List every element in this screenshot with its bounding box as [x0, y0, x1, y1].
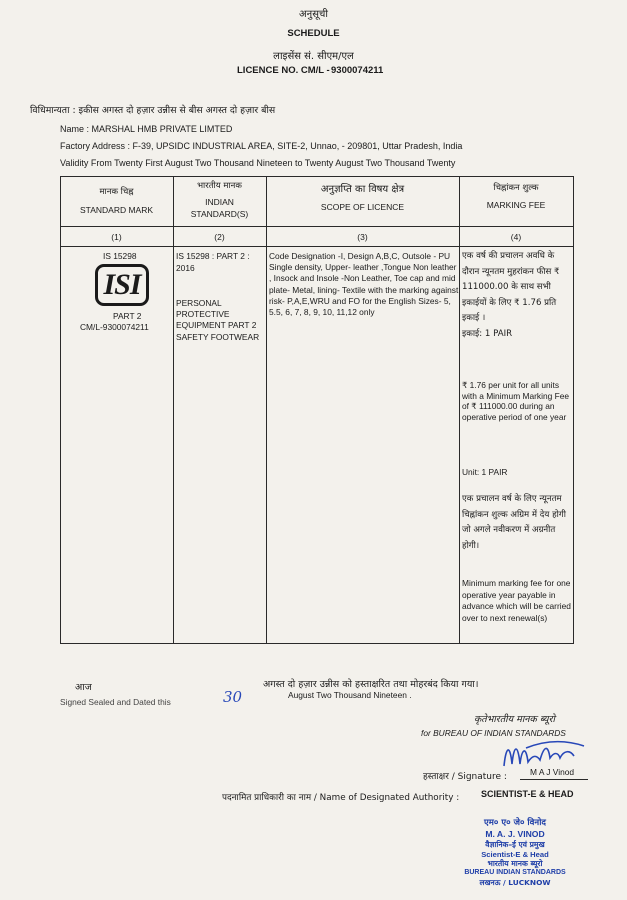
- signed-month-year: August Two Thousand Nineteen .: [288, 690, 412, 700]
- fee-hindi-2: एक प्रचालन वर्ष के लिए न्यूनतम चिह्नांकन शुल्क अग्रिम में देय होगी जो अगले नवीकरण में अग्रनीत होगी।: [462, 494, 566, 551]
- fee-hindi-1: एक वर्ष की प्रचालन अवधि के दौरान न्यूनतम मुहरांकन फीस ₹ 111000.00 के साथ सभी इकाईयों के लिए ₹ 1.76 प्रति इकाई ।: [462, 251, 560, 324]
- dated-hindi: अगस्त दो हज़ार उन्नीस को हस्ताक्षरित तथा मोहरबंद किया गया।: [263, 679, 479, 690]
- signed-day: 30: [223, 688, 243, 706]
- mark-cml: CM/L-9300074211: [80, 322, 149, 332]
- col-fee-num: (4): [510, 232, 522, 242]
- fee-english-1: ₹ 1.76 per unit for all units with a Minimum Marking Fee of ₹ 111000.00 during an operative period of one year: [462, 380, 570, 422]
- fee-english-unit: Unit: 1 PAIR: [462, 467, 508, 477]
- authority-label: पदनामित प्राधिकारी का नाम / Name of Designated Authority :: [222, 793, 460, 803]
- col-standard-hindi: भारतीय मानक: [197, 181, 242, 191]
- stamp-line-5: भारतीय मानक ब्यूरो: [487, 859, 543, 868]
- validity-row: Validity From Twenty First August Two Thousand Nineteen to Twenty August Two Thousand Twenty: [60, 158, 456, 168]
- mark-part: PART 2: [113, 311, 142, 321]
- validity-hindi: विधिमान्यता : इकीस अगस्त दो हज़ार उन्नीस से बीस अगस्त दो हज़ार बीस: [30, 105, 276, 116]
- name-label: Name :: [60, 124, 90, 134]
- standard-line-1: IS 15298 : PART 2 :: [176, 251, 250, 261]
- col-standard-header-2: STANDARD(S): [190, 209, 249, 219]
- authority-value: SCIENTIST-E & HEAD: [481, 789, 574, 799]
- fee-hindi-unit: इकाई: 1 PAIR: [462, 328, 513, 339]
- mark-is-number: IS 15298: [103, 251, 137, 261]
- factory-label: Factory Address :: [60, 141, 131, 151]
- licence-label: LICENCE NO. CM/L -: [237, 65, 330, 76]
- factory-row: [60, 141, 462, 151]
- stamp-line-2: M. A. J. VINOD: [485, 829, 545, 839]
- for-bureau-hindi: कृतेभारतीय मानक ब्यूरो: [474, 714, 555, 725]
- stamp-line-6: BUREAU INDIAN STANDARDS: [464, 869, 566, 876]
- name-row: [60, 124, 232, 134]
- aaj-hindi: आज: [75, 682, 92, 693]
- stamp-line-7: लखनऊ / LUCKNOW: [479, 878, 551, 887]
- licence-hindi: लाइसेंस सं. सीएम/एल: [273, 51, 354, 62]
- col-standard-header-1: INDIAN: [205, 197, 234, 207]
- stamp-line-1: एम० ए० जे० विनोद: [484, 818, 546, 828]
- signature-label: हस्ताक्षर / Signature :: [423, 772, 507, 782]
- licence-number: 9300074211: [331, 65, 384, 76]
- col-standard-num: (2): [214, 232, 225, 242]
- col-scope-num: (3): [357, 232, 368, 242]
- col-mark-num: (1): [111, 232, 122, 242]
- scope-text: Code Designation -I, Design A,B,C, Outsole - PU Single density, Upper- leather ,Tongue Non leather , Insock and Insole -Non Leather, Toe cap and mid plate- Metal, lining- Textile with the marking against risk- P,A,E,WRU and FO for the English Sizes- 5, 5.5, 6, 7, 8, 9, 10, 11,12 only: [269, 251, 459, 318]
- company-name: MARSHAL HMB PRIVATE LIMTED: [91, 124, 233, 134]
- signed-label: Signed Sealed and Dated this: [60, 697, 171, 707]
- col-scope-hindi: अनुज्ञप्ति का विषय क्षेत्र: [320, 184, 405, 195]
- col-mark-hindi: मानक चिह्न: [99, 187, 134, 197]
- schedule-hindi: अनुसूची: [299, 9, 328, 20]
- col-scope-header: SCOPE OF LICENCE: [320, 202, 405, 212]
- for-bureau: for BUREAU OF INDIAN STANDARDS: [421, 728, 566, 738]
- stamp-line-3: वैज्ञानिक–ई एवं प्रमुख: [485, 840, 545, 849]
- col-fee-hindi: चिह्नांकन शुल्क: [493, 183, 539, 193]
- factory-address: F-39, UPSIDC INDUSTRIAL AREA, SITE-2, Unnao, - 209801, Uttar Pradesh, India: [132, 141, 463, 151]
- standard-title: PERSONAL PROTECTIVE EQUIPMENT PART 2 SAFETY FOOTWEAR: [176, 298, 260, 342]
- signer-name: M A J Vinod: [530, 767, 575, 777]
- fee-english-2: Minimum marking fee for one operative year payable in advance which will be carried over to next renewal(s): [462, 578, 571, 623]
- marking-fee-cell: [462, 249, 571, 347]
- standard-line-2: 2016: [176, 263, 195, 273]
- col-mark-header: STANDARD MARK: [79, 205, 154, 215]
- isi-logo-text: ISI: [103, 268, 141, 301]
- stamp-line-4: Scientist-E & Head: [481, 850, 549, 859]
- isi-logo: [95, 264, 149, 306]
- schedule-title: SCHEDULE: [287, 28, 340, 39]
- col-fee-header: MARKING FEE: [486, 200, 546, 210]
